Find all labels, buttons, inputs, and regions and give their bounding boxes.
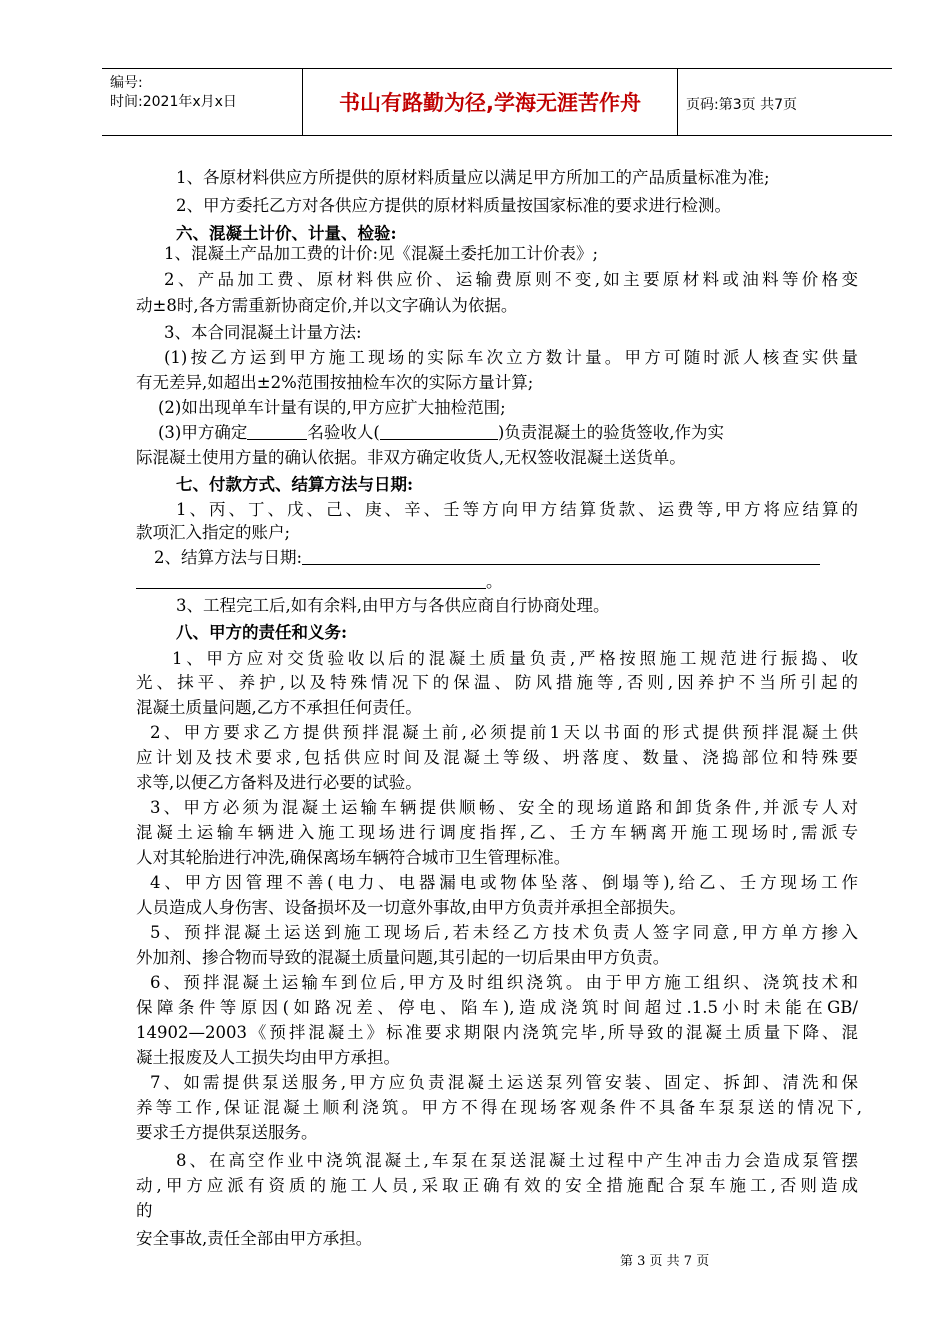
fill-text: (3)甲方确定 — [158, 423, 248, 442]
paragraph-line: 1、丙、丁、戊、己、庚、辛、壬等方向甲方结算货款、运费等,甲方将应结算的 — [176, 500, 858, 519]
paragraph-line — [136, 570, 503, 594]
paragraph-line: 3、工程完工后,如有余料,由甲方与各供应商自行协商处理。 — [176, 596, 610, 615]
paragraph-line: (2)如出现单车计量有误的,甲方应扩大抽检范围; — [158, 398, 506, 417]
paragraph-line: 14902—2003《预拌混凝土》标准要求期限内浇筑完毕,所导致的混凝土质量下降、混 — [136, 1023, 858, 1042]
paragraph-line: (1)按乙方运到甲方施工现场的实际车次立方数计量。甲方可随时派人核查实供量 — [164, 348, 858, 367]
paragraph-line: 1、混凝土产品加工费的计价:见《混凝土委托加工计价表》; — [164, 244, 599, 263]
paragraph-line: 际混凝土使用方量的确认依据。非双方确定收货人,无权签收混凝土送货单。 — [136, 448, 686, 467]
paragraph-line — [154, 546, 820, 570]
paragraph-line: 5、预拌混凝土运送到施工现场后,若未经乙方技术负责人签字同意,甲方单方掺入 — [150, 923, 858, 942]
paragraph-line: 求等,以便乙方备料及进行必要的试验。 — [136, 773, 422, 792]
section-heading: 六、混凝土计价、计量、检验: — [176, 224, 397, 243]
fill-text: 。 — [486, 572, 503, 591]
paragraph-line: 人对其轮胎进行冲洗,确保离场车辆符合城市卫生管理标准。 — [136, 848, 571, 867]
paragraph-line: 外加剂、掺合物而导致的混凝土质量问题,其引起的一切后果由甲方负责。 — [136, 948, 670, 967]
section-heading: 七、付款方式、结算方法与日期: — [176, 475, 414, 494]
settlement-method-blank-2 — [136, 570, 486, 589]
document-time-label: 时间:2021年x月x日 — [110, 94, 237, 110]
paragraph-line: 3、甲方必须为混凝土运输车辆提供顺畅、安全的现场道路和卸货条件,并派专人对 — [150, 798, 858, 817]
header-meta-cell — [102, 69, 303, 135]
document-number-label: 编号: — [110, 75, 143, 91]
paragraph-line: 混凝土运输车辆进入施工现场进行调度指挥,乙、壬方车辆离开施工现场时,需派专 — [136, 823, 858, 842]
paragraph-line: 应计划及技术要求,包括供应时间及混凝土等级、坍落度、数量、浇捣部位和特殊要 — [136, 748, 858, 767]
paragraph-line: 3、本合同混凝土计量方法: — [164, 323, 362, 342]
paragraph-line: 8、在高空作业中浇筑混凝土,车泵在泵送混凝土过程中产生冲击力会造成泵管摆 — [176, 1151, 858, 1170]
paragraph-line: 7、如需提供泵送服务,甲方应负责混凝土运送泵列管安装、固定、拆卸、清洗和保 — [150, 1073, 858, 1092]
paragraph-line: 混凝土质量问题,乙方不承担任何责任。 — [136, 698, 422, 717]
paragraph-line: 凝土报废及人工损失均由甲方承担。 — [136, 1048, 400, 1067]
section-heading: 八、甲方的责任和义务: — [176, 623, 348, 642]
paragraph-line: 的 — [136, 1201, 153, 1220]
paragraph-line — [158, 421, 724, 445]
paragraph-line: 2、甲方要求乙方提供预拌混凝土前,必须提前1天以书面的形式提供预拌混凝土供 — [150, 723, 858, 742]
fill-text: 2、结算方法与日期: — [154, 548, 303, 567]
paragraph-line: 保障条件等原因(如路况差、停电、陷车),造成浇筑时间超过.1.5小时未能在GB/ — [136, 998, 858, 1017]
paragraph-line: 动,甲方应派有资质的施工人员,采取正确有效的安全措施配合泵车施工,否则造成 — [136, 1176, 858, 1195]
paragraph-line: 动±8时,各方需重新协商定价,并以文字确认为依据。 — [136, 296, 518, 315]
header-page-number: 页码:第3页 共7页 — [686, 97, 797, 113]
paragraph-line: 6、预拌混凝土运输车到位后,甲方及时组织浇筑。由于甲方施工组织、浇筑技术和 — [150, 973, 858, 992]
fill-text: 名验收人( — [307, 423, 380, 442]
paragraph-line: 要求壬方提供泵送服务。 — [136, 1123, 318, 1142]
fill-text: )负责混凝土的验货签收,作为实 — [497, 423, 724, 442]
paragraph-line: 款项汇入指定的账户; — [136, 523, 291, 542]
paragraph-line: 养等工作,保证混凝土顺利浇筑。甲方不得在现场客观条件不具备车泵泵送的情况下, — [136, 1098, 862, 1117]
header-motto: 书山有路勤为径,学海无涯苦作舟 — [303, 69, 678, 135]
acceptor-name-blank — [380, 421, 498, 440]
paragraph-line: 1、甲方应对交货验收以后的混凝土质量负责,严格按照施工规范进行振捣、收 — [172, 649, 858, 668]
paragraph-line: 4、甲方因管理不善(电力、电器漏电或物体坠落、倒塌等),给乙、壬方现场工作 — [150, 873, 858, 892]
paragraph-line: 光、抹平、养护,以及特殊情况下的保温、防风措施等,否则,因养护不当所引起的 — [136, 673, 858, 692]
page-footer: 第 3 页 共 7 页 — [620, 1254, 710, 1269]
paragraph-line: 有无差异,如超出±2%范围按抽检车次的实际方量计算; — [136, 373, 534, 392]
paragraph-line: 安全事故,责任全部由甲方承担。 — [136, 1229, 373, 1248]
paragraph-line: 2、产品加工费、原材料供应价、运输费原则不变,如主要原材料或油料等价格变 — [164, 270, 858, 289]
paragraph-line: 1、各原材料供应方所提供的原材料质量应以满足甲方所加工的产品质量标准为准; — [176, 168, 770, 187]
settlement-method-blank — [302, 546, 820, 565]
page-header — [102, 68, 892, 136]
paragraph-line: 人员造成人身伤害、设备损坏及一切意外事故,由甲方负责并承担全部损失。 — [136, 898, 686, 917]
paragraph-line: 2、甲方委托乙方对各供应方提供的原材料质量按国家标准的要求进行检测。 — [176, 196, 731, 215]
acceptor-count-blank — [247, 421, 307, 440]
